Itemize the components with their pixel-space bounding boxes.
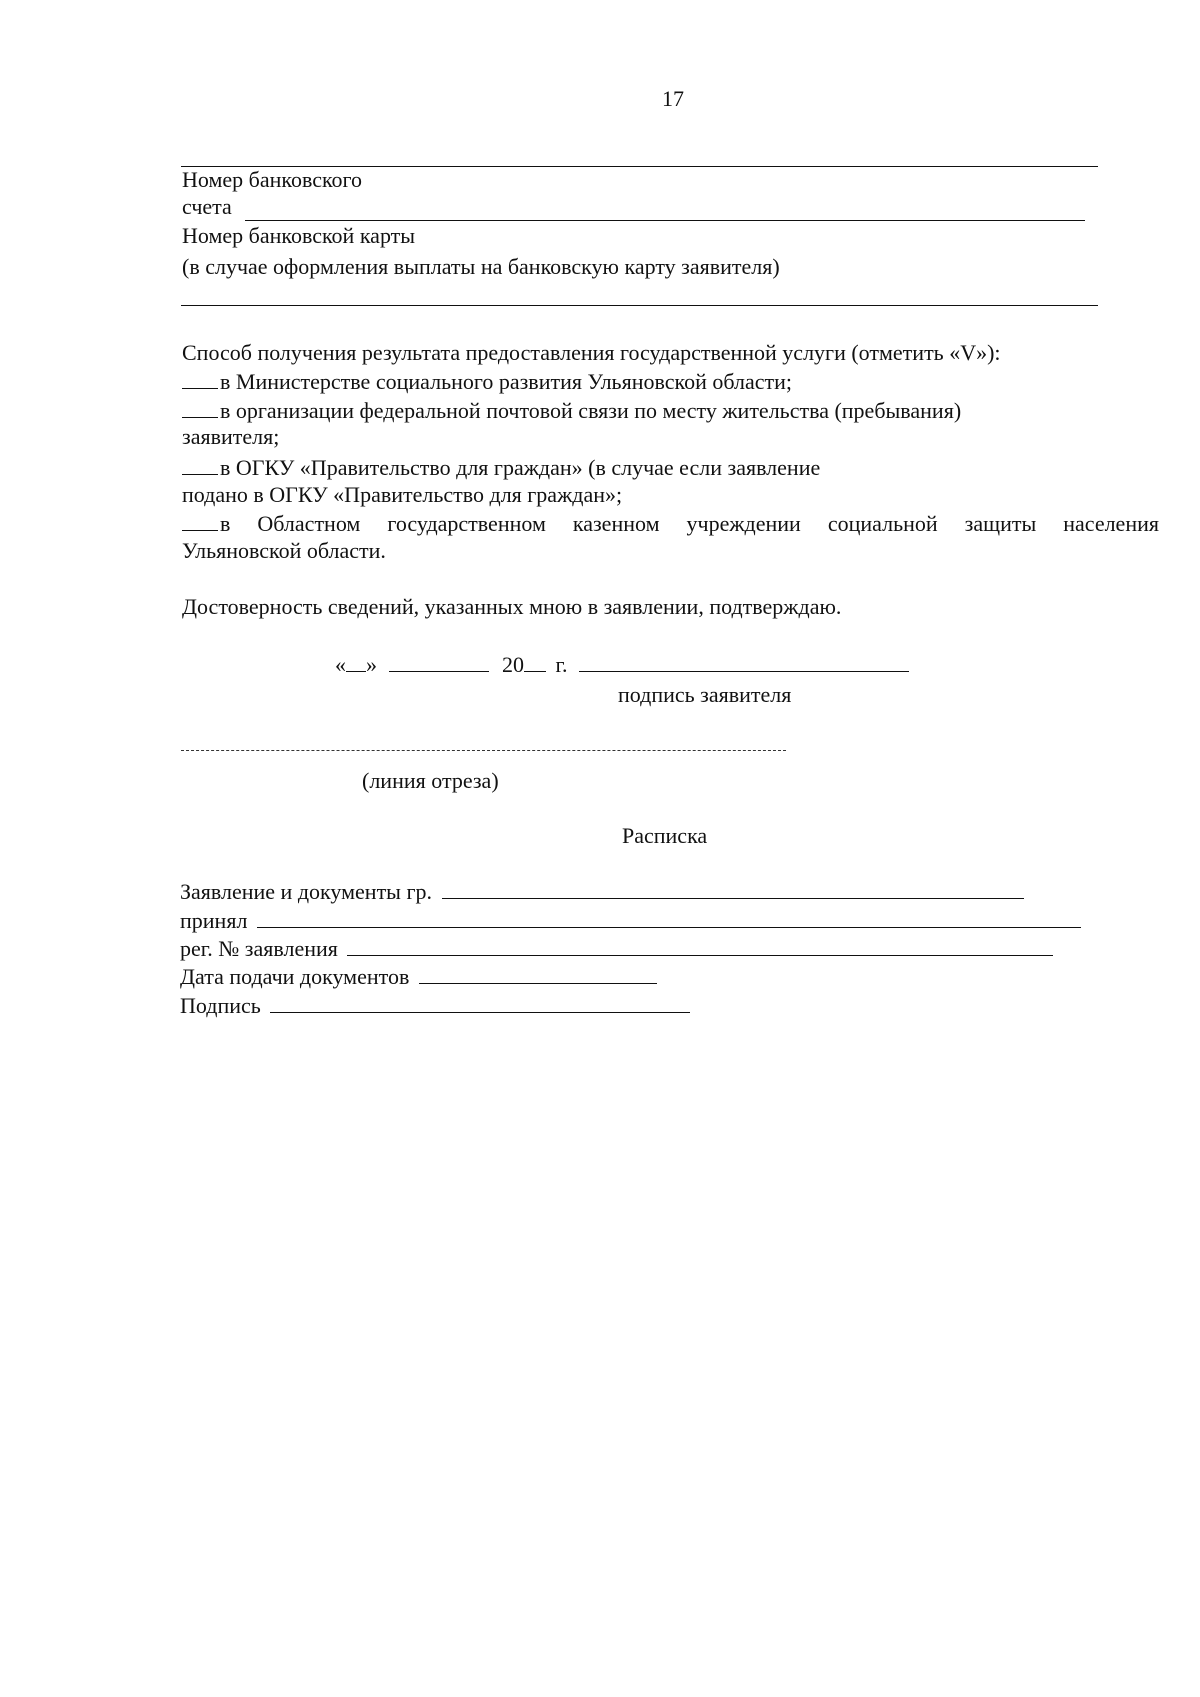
bank-account-label-2: счета [182, 194, 232, 219]
bank-account-field[interactable] [245, 220, 1085, 221]
bank-card-field[interactable] [181, 305, 1098, 306]
method-option-3-cont: подано в ОГКУ «Правительство для граждан»; [182, 482, 623, 507]
receipt-date-label: Дата подачи документов [180, 964, 410, 989]
receipt-signature-row [180, 992, 690, 1019]
year-suffix: г. [555, 652, 568, 677]
month-field[interactable] [389, 651, 489, 672]
option-4-text: в Областном государственном казенном учреждении социальной защиты населения [220, 511, 1159, 536]
receipt-accepted-row [180, 907, 1081, 934]
cut-line-label: (линия отреза) [362, 768, 499, 793]
page-number: 17 [662, 86, 684, 111]
option-2-text: в организации федеральной почтовой связи по месту жительства (пребывания) [220, 398, 962, 423]
option-1-text: в Министерстве социального развития Ульяновской области; [220, 369, 792, 394]
option-3-text: в ОГКУ «Правительство для граждан» (в случае если заявление [220, 455, 821, 480]
receipt-docs-field[interactable] [442, 878, 1024, 899]
cut-line [181, 750, 786, 751]
receipt-docs-label: Заявление и документы гр. [180, 879, 432, 904]
receipt-accepted-label: принял [180, 908, 248, 933]
quote-close: » [366, 652, 377, 677]
receipt-reg-field[interactable] [347, 935, 1053, 956]
method-option-1 [182, 369, 792, 395]
receipt-reg-label: рег. № заявления [180, 936, 338, 961]
receipt-signature-label: Подпись [180, 993, 261, 1018]
method-option-4 [182, 511, 1159, 537]
receipt-date-field[interactable] [419, 963, 657, 984]
quote-open: « [335, 652, 346, 677]
signature-caption: подпись заявителя [618, 682, 792, 707]
day-field[interactable] [346, 651, 366, 672]
receipt-docs-row [180, 878, 1024, 905]
receipt-title: Расписка [622, 823, 708, 848]
bank-card-note: (в случае оформления выплаты на банковскую карту заявителя) [182, 254, 780, 279]
method-option-2-cont: заявителя; [182, 424, 280, 449]
bank-card-label: Номер банковской карты [182, 223, 416, 248]
applicant-signature-field[interactable] [579, 651, 909, 672]
method-option-2 [182, 398, 961, 424]
receipt-signature-field[interactable] [270, 992, 690, 1013]
date-signature-row [335, 651, 909, 678]
receipt-date-row [180, 963, 657, 990]
option-3-checkbox[interactable] [182, 456, 218, 475]
method-option-3 [182, 455, 820, 481]
receipt-reg-row [180, 935, 1053, 962]
method-option-4-cont: Ульяновской области. [182, 538, 386, 563]
receipt-accepted-field[interactable] [257, 907, 1081, 928]
confirmation-text: Достоверность сведений, указанных мною в заявлении, подтверждаю. [182, 594, 842, 619]
option-2-checkbox[interactable] [182, 399, 218, 418]
bank-account-label-1: Номер банковского [182, 167, 363, 192]
year-prefix: 20 [502, 652, 524, 677]
method-heading: Способ получения результата предоставления государственной услуги (отметить «V»): [182, 340, 1001, 365]
option-4-checkbox[interactable] [182, 512, 218, 531]
option-1-checkbox[interactable] [182, 370, 218, 389]
year-field[interactable] [524, 651, 546, 672]
